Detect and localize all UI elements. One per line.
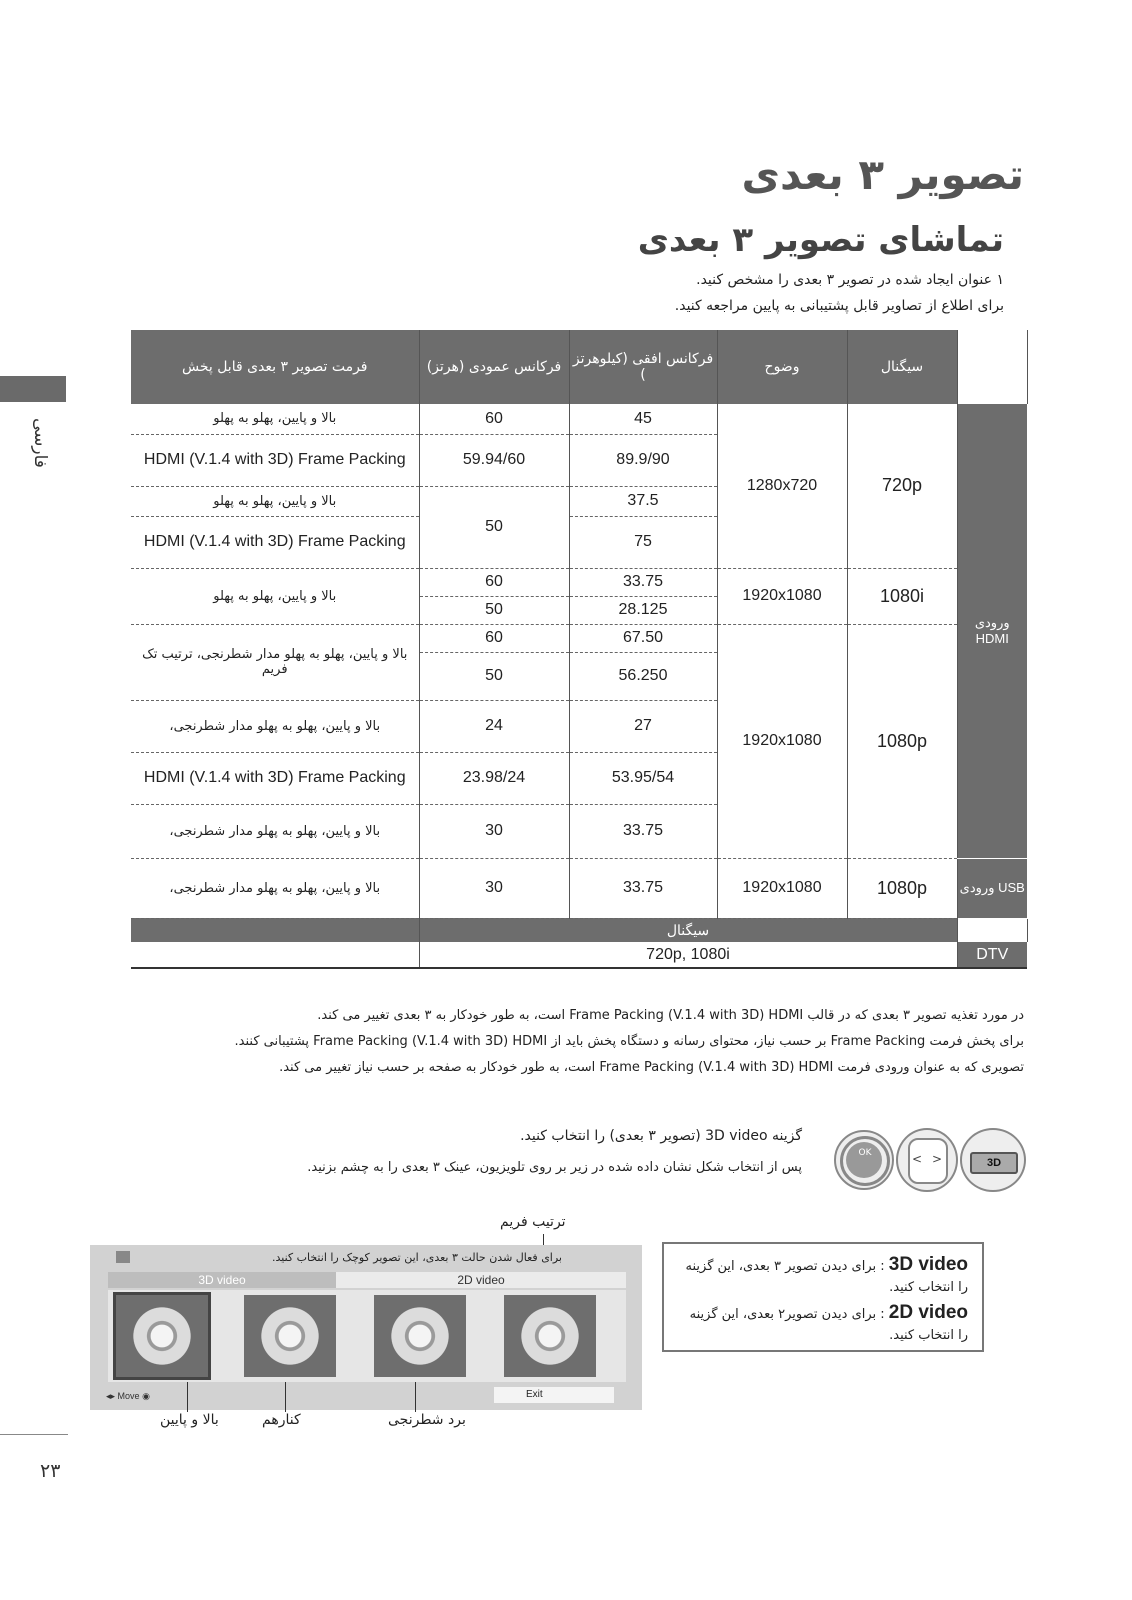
dtv-header-blank [131, 918, 419, 942]
page-number: ۲۳ [40, 1460, 61, 1482]
info-line-1 [686, 1254, 968, 1276]
callout-side-by-side: کنارهم [262, 1412, 301, 1428]
cell-hfreq: 67.50 [569, 624, 717, 652]
info-3d-term: 3D video [888, 1254, 968, 1275]
move-label: Move [117, 1391, 140, 1401]
cell-format: HDMI (V.1.4 with 3D) Frame Packing [131, 752, 419, 804]
note-2: برای پخش فرمت Frame Packing بر حسب نیاز، محتوای رسانه و دستگاه پخش باید از Frame Packing (V.1.4 with 3D) HDMI پشتیبانی کنند. [234, 1034, 1024, 1049]
video-mode-info-box [662, 1242, 984, 1352]
cell-hfreq: 56.250 [569, 652, 717, 700]
footer-rule [0, 1434, 68, 1435]
table-row [131, 624, 1027, 652]
left-right-button[interactable] [896, 1128, 958, 1192]
cell-vfreq: 50 [419, 486, 569, 568]
cell-format: بالا و پایین، پهلو به پهلو [131, 486, 419, 516]
info-3d-text: : برای دیدن تصویر ۳ بعدی، این گزینه [685, 1259, 885, 1274]
header-vfreq: فرکانس عمودی (هرتز) [419, 330, 569, 404]
cell-resolution: 1280x720 [717, 404, 847, 568]
cell-vfreq: 59.94/60 [419, 434, 569, 486]
ok-label: OK [858, 1148, 872, 1158]
dtv-blank [131, 942, 419, 968]
dtv-signal-value: 720p, 1080i [419, 942, 957, 968]
intro-line-1: ۱ عنوان ایجاد شده در تصویر ۳ بعدی را مشخص کنید. [696, 272, 1004, 288]
cell-signal: 720p [847, 404, 957, 568]
table-row [131, 858, 1027, 918]
info-2d-term: 2D video [888, 1302, 968, 1323]
header-signal: سیگنال [847, 330, 957, 404]
header-format: فرمت تصویر ۳ بعدی قابل پخش [131, 330, 419, 404]
cell-vfreq: 50 [419, 596, 569, 624]
cell-hfreq: 75 [569, 516, 717, 568]
side-language-label: فارسی [30, 418, 50, 468]
cell-hfreq: 28.125 [569, 596, 717, 624]
cell-format: بالا و پایین، پهلو به پهلو مدار شطرنجی، [131, 804, 419, 858]
3d-key-label: 3D [970, 1152, 1018, 1174]
table-header-row [131, 330, 1027, 404]
page-title: تصویر ۳ بعدی [741, 150, 1024, 199]
note-1: در مورد تغذیه تصویر ۳ بعدی که در قالب Frame Packing (V.1.4 with 3D) HDMI است، به طور خودکار به ۳ بعدی تغییر می کند. [317, 1008, 1024, 1023]
cell-hfreq: 27 [569, 700, 717, 752]
callout-top-bottom: بالا و پایین [160, 1412, 219, 1428]
callout-checkerboard: برد شطرنجی [388, 1412, 466, 1428]
move-hint: ◂▸ Move ◉ [106, 1391, 150, 1401]
cell-signal: 1080i [847, 568, 957, 624]
dtv-signal-header: سیگنال [419, 918, 957, 942]
cell-format: بالا و پایین، پهلو به پهلو [131, 404, 419, 434]
source-dtv: DTV [957, 942, 1027, 968]
info-line-2: را انتخاب کنید. [889, 1280, 968, 1295]
thumbnail-frame-sequence[interactable] [504, 1295, 596, 1377]
callout-line [415, 1382, 416, 1412]
screen-header: برای فعال شدن حالت ۳ بعدی، این تصویر کوچک را انتخاب کنید. [271, 1251, 562, 1264]
info-line-4: را انتخاب کنید. [889, 1328, 968, 1343]
3d-mode-screen [90, 1245, 642, 1410]
thumbnail-checkerboard[interactable] [374, 1295, 466, 1377]
callout-frame-sequence: ترتیب فریم [500, 1214, 566, 1230]
cell-format: HDMI (V.1.4 with 3D) Frame Packing [131, 434, 419, 486]
cell-resolution: 1920x1080 [717, 624, 847, 858]
thumbnail-side-by-side[interactable] [244, 1295, 336, 1377]
left-arrow-icon: < [912, 1152, 923, 1166]
exit-button[interactable]: Exit [494, 1387, 614, 1403]
cell-hfreq: 33.75 [569, 568, 717, 596]
cell-format: HDMI (V.1.4 with 3D) Frame Packing [131, 516, 419, 568]
cell-hfreq: 33.75 [569, 858, 717, 918]
3d-glasses-icon [116, 1251, 130, 1263]
header-blank [957, 330, 1027, 404]
tab-2d-video[interactable]: 2D video [336, 1272, 626, 1288]
dtv-header-blank-right [957, 918, 1027, 942]
cell-hfreq: 53.95/54 [569, 752, 717, 804]
table-row [131, 404, 1027, 434]
header-hfreq: فرکانس افقی (کیلوهرتز ) [569, 330, 717, 404]
dtv-row [131, 942, 1027, 968]
info-2d-text: : برای دیدن تصویر۲ بعدی، این گزینه [689, 1307, 885, 1322]
source-hdmi: ورودی HDMI [957, 404, 1027, 858]
side-tab-marker [0, 376, 66, 402]
cell-vfreq: 30 [419, 804, 569, 858]
cell-signal: 1080p [847, 858, 957, 918]
note-3: تصویری که به عنوان ورودی فرمت Frame Packing (V.1.4 with 3D) HDMI است، به طور خودکار به صفحه بر حسب نیاز تغییر می کند. [279, 1060, 1024, 1075]
cell-hfreq: 33.75 [569, 804, 717, 858]
cell-vfreq: 60 [419, 568, 569, 596]
3d-button[interactable] [960, 1128, 1026, 1192]
cell-hfreq: 45 [569, 404, 717, 434]
cell-vfreq: 60 [419, 624, 569, 652]
cell-vfreq: 30 [419, 858, 569, 918]
cell-format: بالا و پایین، پهلو به پهلو مدار شطرنجی، [131, 700, 419, 752]
cell-hfreq: 89.9/90 [569, 434, 717, 486]
thumbnail-top-bottom[interactable] [116, 1295, 208, 1377]
ok-button[interactable] [834, 1130, 894, 1190]
cell-format: بالا و پایین، پهلو به پهلو [131, 568, 419, 624]
cell-vfreq: 50 [419, 652, 569, 700]
header-resolution: وضوح [717, 330, 847, 404]
dtv-header-row [131, 918, 1027, 942]
section-subtitle: تماشای تصویر ۳ بعدی [637, 220, 1004, 260]
cell-format: بالا و پایین، پهلو به پهلو مدار شطرنجی، [131, 858, 419, 918]
cell-vfreq: 60 [419, 404, 569, 434]
cell-signal: 1080p [847, 624, 957, 858]
info-line-3 [690, 1302, 968, 1324]
cell-resolution: 1920x1080 [717, 858, 847, 918]
source-usb: ورودی USB [957, 858, 1027, 918]
cell-resolution: 1920x1080 [717, 568, 847, 624]
cell-vfreq: 23.98/24 [419, 752, 569, 804]
instruction-1: گزینه 3D video (تصویر ۳ بعدی) را انتخاب کنید. [520, 1128, 802, 1144]
cell-hfreq: 37.5 [569, 486, 717, 516]
cell-format: بالا و پایین، پهلو به پهلو مدار شطرنجی، ترتیب تک فریم [131, 624, 419, 700]
right-arrow-icon: > [932, 1152, 943, 1166]
cell-vfreq: 24 [419, 700, 569, 752]
intro-line-2: برای اطلاع از تصاویر قابل پشتیبانی به پایین مراجعه کنید. [674, 298, 1004, 314]
3d-format-table [131, 330, 1028, 969]
callout-line [285, 1382, 286, 1412]
instruction-2: پس از انتخاب شکل نشان داده شده در زیر بر روی تلویزیون، عینک ۳ بعدی را به چشم بزنید. [307, 1160, 802, 1175]
table-row [131, 568, 1027, 596]
tab-3d-video[interactable]: 3D video [108, 1272, 336, 1288]
callout-line [187, 1382, 188, 1412]
